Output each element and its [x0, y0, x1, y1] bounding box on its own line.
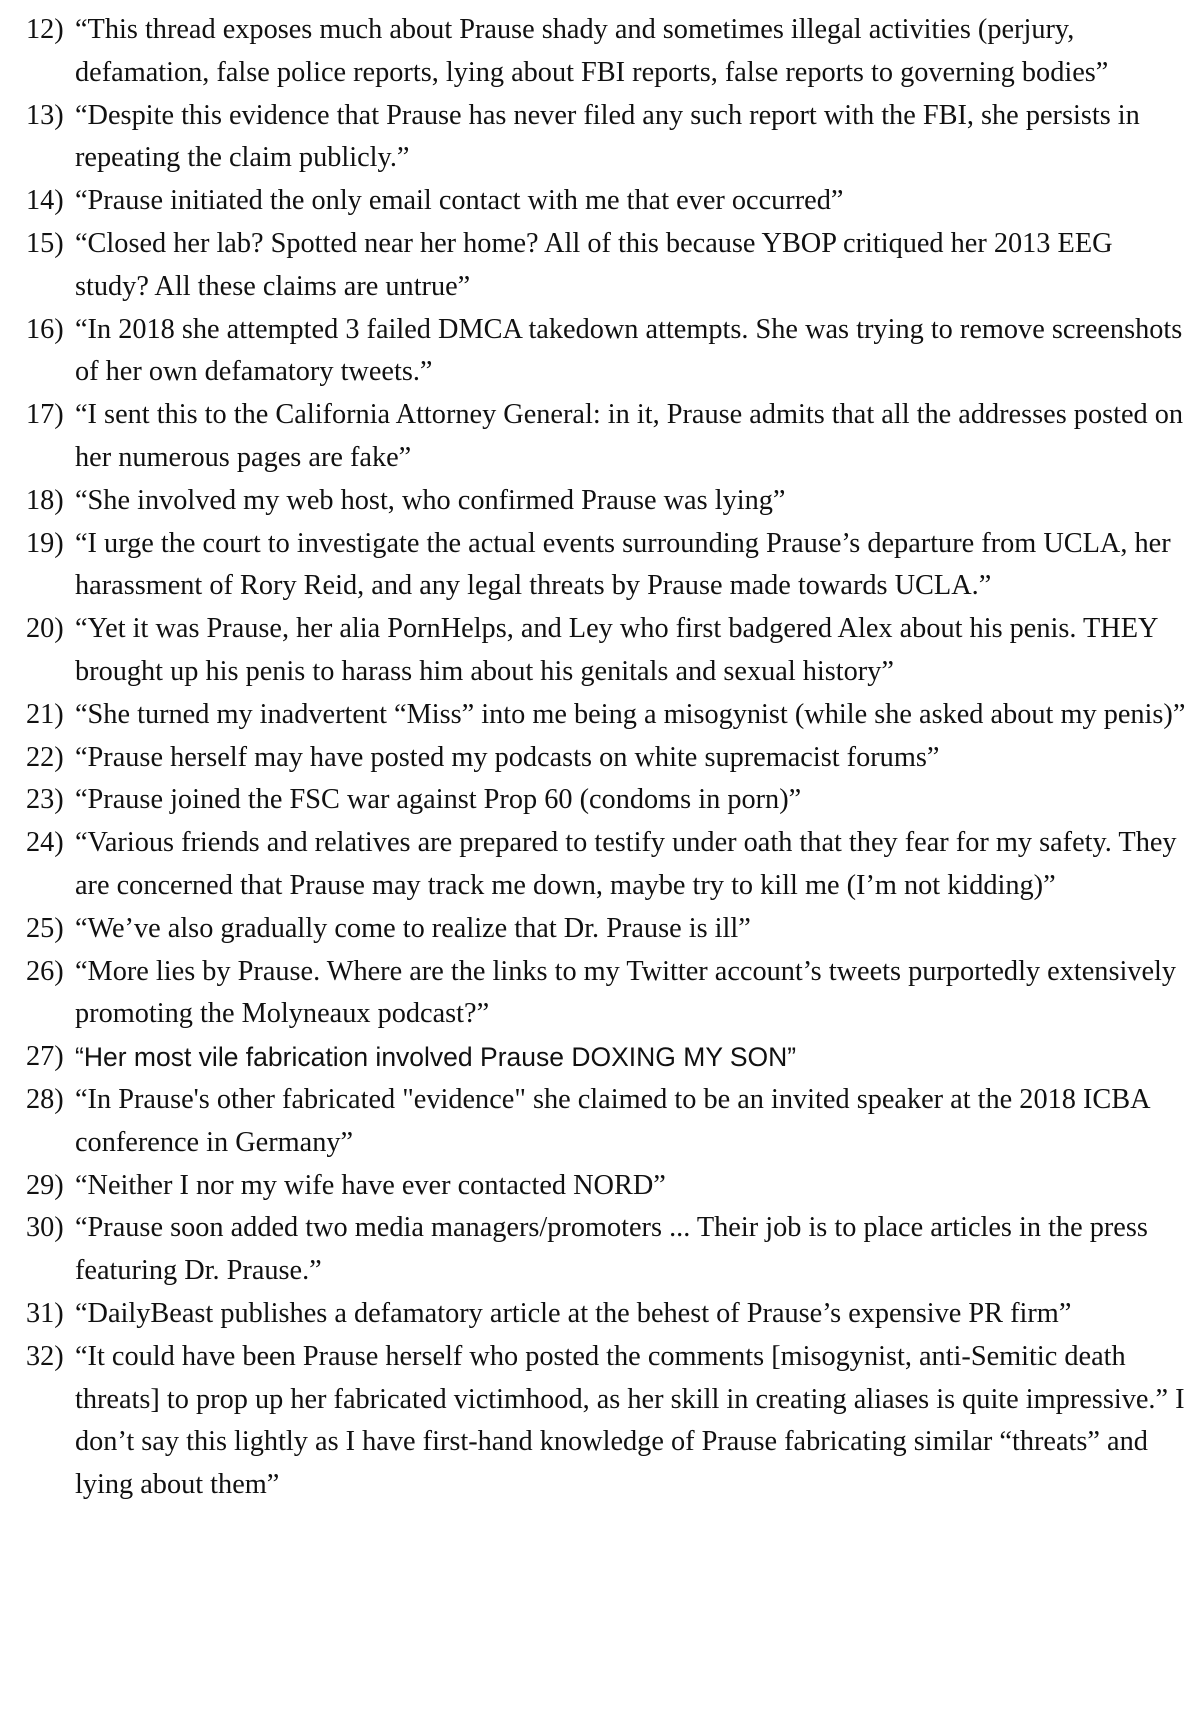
list-item — [26, 737, 1191, 780]
item-text: “Her most vile fabrication involved Prause DOXING MY SON” — [75, 1042, 797, 1073]
list-item — [26, 480, 1191, 523]
list-item — [26, 523, 1191, 609]
item-number: 26) — [26, 955, 64, 987]
item-text: “Prause initiated the only email contact with me that ever occurred” — [75, 185, 844, 217]
item-text: “Various friends and relatives are prepared to testify under oath that they fear for my safety. They are concerned that Prause may track me down, maybe try to kill me (I’m not kidding)” — [75, 827, 1177, 901]
list-item — [26, 1293, 1191, 1336]
list-item — [26, 180, 1191, 223]
item-text: “She involved my web host, who confirmed Prause was lying” — [75, 484, 786, 516]
list-item — [26, 1165, 1191, 1208]
list-item — [26, 1036, 1191, 1079]
item-number: 21) — [26, 698, 64, 730]
item-number: 16) — [26, 313, 64, 345]
item-text: “In 2018 she attempted 3 failed DMCA takedown attempts. She was trying to remove screenshots of her own defamatory tweets.” — [75, 313, 1183, 388]
list-item — [26, 1336, 1191, 1507]
item-text: “DailyBeast publishes a defamatory article at the behest of Prause’s expensive PR firm” — [75, 1297, 1072, 1329]
list-item — [26, 9, 1191, 95]
item-text: “She turned my inadvertent “Miss” into me being a misogynist (while she asked about my penis)” — [75, 698, 1186, 730]
item-text: “We’ve also gradually come to realize that Dr. Prause is ill” — [75, 912, 751, 944]
list-item — [26, 951, 1191, 1037]
item-text: “Prause joined the FSC war against Prop 60 (condoms in porn)” — [75, 784, 802, 816]
list-item — [26, 1079, 1191, 1165]
list-item — [26, 779, 1191, 822]
item-number: 20) — [26, 613, 64, 645]
item-number: 27) — [26, 1041, 64, 1073]
item-text: “Neither I nor my wife have ever contacted NORD” — [75, 1169, 666, 1201]
item-number: 18) — [26, 484, 64, 516]
list-item — [26, 394, 1191, 480]
item-text: “I sent this to the California Attorney General: in it, Prause admits that all the addresses posted on her numerous pages are fake” — [75, 399, 1184, 473]
item-number: 28) — [26, 1083, 64, 1115]
item-text: “In Prause's other fabricated "evidence" she claimed to be an invited speaker at the 2018 ICBA conference in Germany” — [75, 1083, 1150, 1158]
list-item — [26, 608, 1191, 694]
item-text: “Prause herself may have posted my podcasts on white supremacist forums” — [75, 741, 940, 773]
item-number: 22) — [26, 741, 64, 773]
item-number: 32) — [26, 1340, 64, 1372]
item-number: 31) — [26, 1297, 64, 1329]
list-item — [26, 309, 1191, 395]
item-text: “Yet it was Prause, her alia PornHelps, and Ley who first badgered Alex about his penis. THEY brought up his penis to harass him about his genitals and sexual history” — [75, 613, 1158, 687]
list-item — [26, 822, 1191, 908]
item-number: 23) — [26, 784, 64, 816]
item-text: “Closed her lab? Spotted near her home? All of this because YBOP critiqued her 2013 EEG study? All these claims are untrue” — [75, 227, 1113, 302]
item-number: 14) — [26, 185, 64, 217]
item-text: “This thread exposes much about Prause shady and sometimes illegal activities (perjury, defamation, false police reports, lying about FBI reports, false reports to governing bodies” — [75, 14, 1109, 88]
item-number: 30) — [26, 1212, 64, 1244]
list-item — [26, 1207, 1191, 1293]
item-number: 24) — [26, 827, 64, 859]
item-text: “I urge the court to investigate the actual events surrounding Prause’s departure from UCLA, her harassment of Rory Reid, and any legal threats by Prause made towards UCLA.” — [75, 527, 1171, 602]
item-number: 25) — [26, 912, 64, 944]
item-text: “Prause soon added two media managers/promoters ... Their job is to place articles in the press featuring Dr. Prause.” — [75, 1212, 1148, 1287]
item-number: 17) — [26, 399, 64, 431]
item-text: “Despite this evidence that Prause has never filed any such report with the FBI, she persists in repeating the claim publicly.” — [75, 99, 1140, 174]
list-item — [26, 95, 1191, 181]
list-item — [26, 223, 1191, 309]
item-number: 19) — [26, 527, 64, 559]
item-text: “More lies by Prause. Where are the links to my Twitter account’s tweets purportedly extensively promoting the Molyneaux podcast?” — [75, 955, 1177, 1030]
quote-list — [26, 9, 1191, 1507]
list-item — [26, 908, 1191, 951]
item-text: “It could have been Prause herself who posted the comments [misogynist, anti-Semitic death threats] to prop up her fabricated victimhood, as her skill in creating aliases is quite impressive.” I don’t say this lightly as I have first-hand knowledge of Prause fabricating similar “threats” and lying about them” — [75, 1340, 1185, 1501]
item-number: 29) — [26, 1169, 64, 1201]
item-number: 13) — [26, 99, 64, 131]
item-number: 15) — [26, 227, 64, 259]
list-item — [26, 694, 1191, 737]
item-number: 12) — [26, 14, 64, 45]
